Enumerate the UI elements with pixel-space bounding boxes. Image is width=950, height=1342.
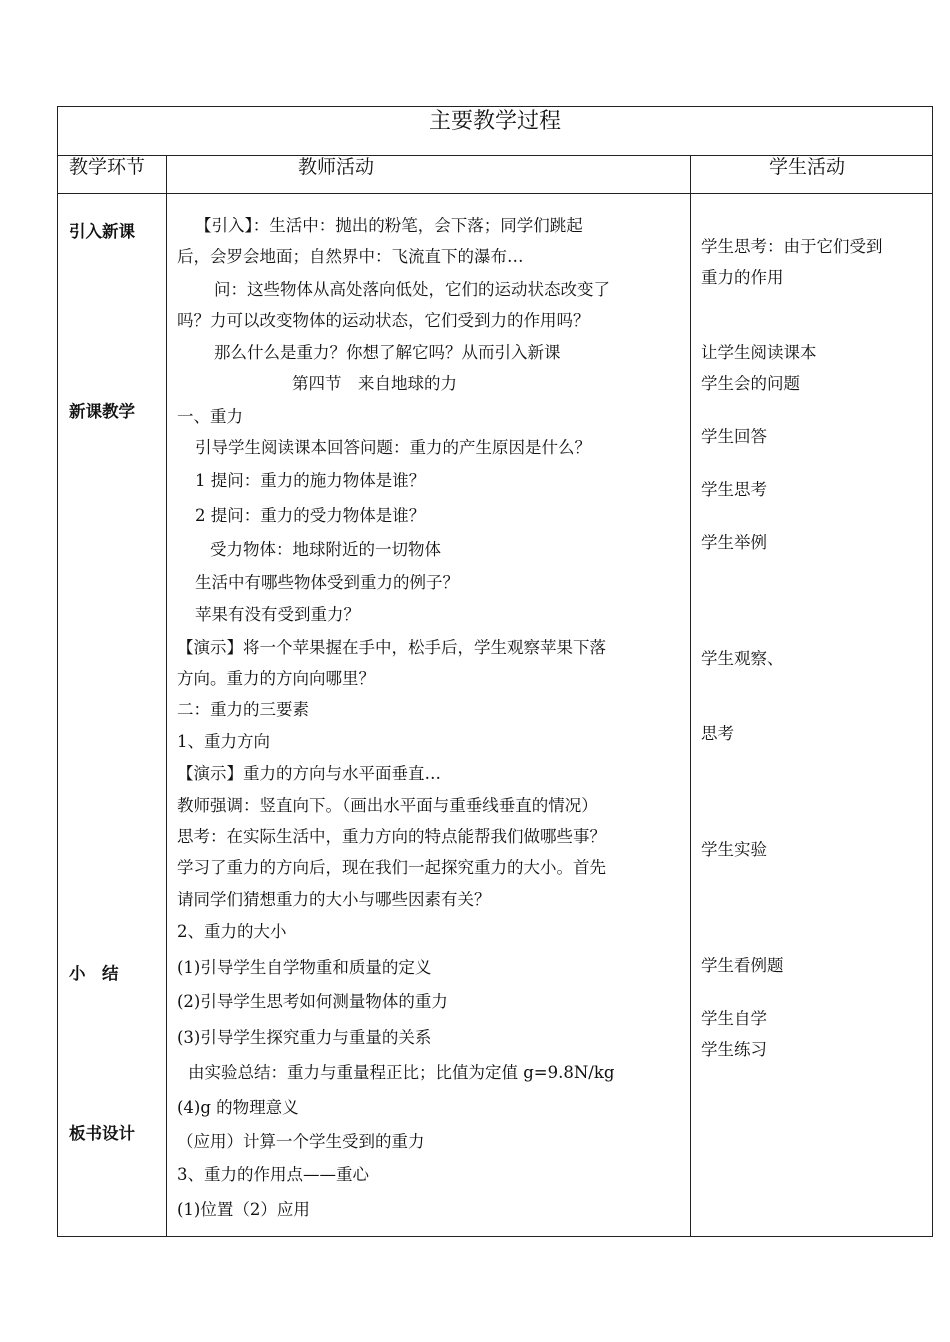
header-section: 教学环节 <box>69 156 146 178</box>
teacher-line: 问：这些物体从高处落向低处，它们的运动状态改变了 <box>214 280 610 299</box>
teacher-line: (1)位置（2）应用 <box>177 1200 310 1219</box>
col-divider-1 <box>166 155 167 1236</box>
teacher-line: 二：重力的三要素 <box>177 700 309 719</box>
teacher-line: 一、重力 <box>177 407 243 426</box>
teacher-line: 吗？力可以改变物体的运动状态，它们受到力的作用吗？ <box>177 311 590 330</box>
teacher-line: 引导学生阅读课本回答问题：重力的产生原因是什么？ <box>195 438 591 457</box>
section-summary: 小 结 <box>69 964 119 983</box>
teacher-line: 那么什么是重力？你想了解它吗？从而引入新课 <box>214 343 561 362</box>
teacher-line: 学习了重力的方向后，现在我们一起探究重力的大小。首先 <box>177 858 606 877</box>
teacher-line: 【演示】重力的方向与水平面垂直… <box>177 764 441 783</box>
student-line: 学生自学 <box>701 1009 767 1028</box>
student-line: 学生举例 <box>701 533 767 552</box>
teacher-line: 教师强调：竖直向下。（画出水平面与重垂线垂直的情况） <box>177 796 598 815</box>
student-line: 让学生阅读课本 <box>701 343 817 362</box>
header-divider <box>58 193 932 194</box>
student-line: 学生思考：由于它们受到 <box>701 237 883 256</box>
section-new-lesson: 新课教学 <box>69 402 135 421</box>
student-line: 学生思考 <box>701 480 767 499</box>
header-student: 学生活动 <box>769 156 846 178</box>
header-teacher: 教师活动 <box>298 156 375 178</box>
teacher-line: （应用）计算一个学生受到的重力 <box>177 1132 425 1151</box>
teacher-line: (4)g 的物理意义 <box>177 1098 299 1117</box>
teacher-line: (3)引导学生探究重力与重量的关系 <box>177 1028 432 1047</box>
section-board: 板书设计 <box>69 1124 135 1143</box>
student-line: 学生练习 <box>701 1040 767 1059</box>
table-title: 主要教学过程 <box>428 109 561 134</box>
col-divider-2 <box>690 155 691 1236</box>
student-line: 思考 <box>701 724 734 743</box>
teacher-line: 请同学们猜想重力的大小与哪些因素有关？ <box>177 890 491 909</box>
teacher-line: 第四节 来自地球的力 <box>292 374 457 393</box>
teacher-line: 3、重力的作用点——重心 <box>177 1165 369 1184</box>
student-line: 学生看例题 <box>701 956 784 975</box>
teacher-line: 1 提问：重力的施力物体是谁？ <box>195 471 426 490</box>
teacher-line: (1)引导学生自学物重和质量的定义 <box>177 958 432 977</box>
teacher-line: 生活中有哪些物体受到重力的例子？ <box>195 573 459 592</box>
teacher-line: 2、重力的大小 <box>177 922 287 941</box>
section-intro: 引入新课 <box>69 222 135 241</box>
student-line: 学生回答 <box>701 427 767 446</box>
teacher-line: 【引入】：生活中：抛出的粉笔，会下落；同学们跳起 <box>195 216 583 235</box>
teacher-line: 由实验总结：重力与重量程正比；比值为定值 g=9.8N/kg <box>188 1063 615 1082</box>
teacher-line: 【演示】将一个苹果握在手中，松手后，学生观察苹果下落 <box>177 638 606 657</box>
teacher-line: 2 提问：重力的受力物体是谁？ <box>195 506 426 525</box>
teacher-line: 1、重力方向 <box>177 732 270 751</box>
teacher-line: (2)引导学生思考如何测量物体的重力 <box>177 992 448 1011</box>
student-line: 学生会的问题 <box>701 374 800 393</box>
student-line: 学生观察、 <box>701 649 784 668</box>
teacher-line: 后，会罗会地面；自然界中：飞流直下的瀑布… <box>177 247 524 266</box>
teacher-line: 受力物体：地球附近的一切物体 <box>210 540 441 559</box>
student-line: 学生实验 <box>701 840 767 859</box>
teacher-line: 思考：在实际生活中，重力方向的特点能帮我们做哪些事？ <box>177 827 606 846</box>
student-line: 重力的作用 <box>701 268 784 287</box>
teacher-line: 苹果有没有受到重力？ <box>195 605 360 624</box>
teacher-line: 方向。重力的方向向哪里？ <box>177 669 375 688</box>
